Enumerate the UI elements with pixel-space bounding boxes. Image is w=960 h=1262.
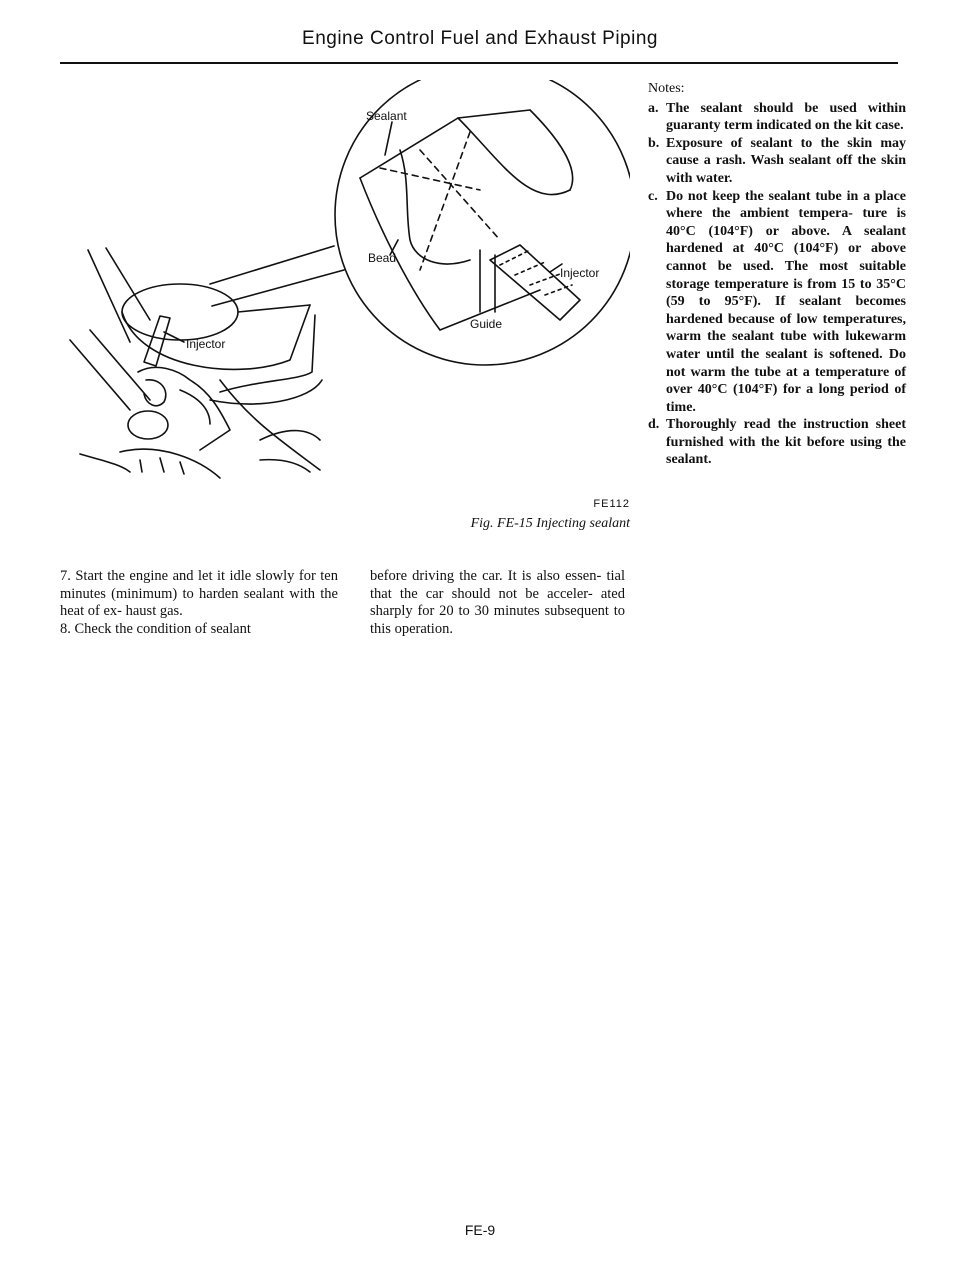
- label-guide: Guide: [470, 317, 503, 331]
- note-marker: a.: [648, 100, 659, 116]
- note-text: Do not keep the sealant tube in a place where the ambient tempera- ture is 40°C (104°F) or above. A sealant hardened at 40°C (104°F) or above cannot be used. The most suitable storage temperature is from 15 to 35°C (59 to 95°F). If sealant becomes hardened because of low temperatures, warm the sealant tube with lukewarm water until the sealant is softened. Do not warm the tube at a temperature of over 40°C (104°F) for a long period of time.: [666, 188, 906, 415]
- main-pipe-lower: [70, 330, 150, 410]
- note-item: [648, 100, 906, 135]
- label-sealant: Sealant: [366, 109, 407, 123]
- main-pipe-opening: [122, 284, 238, 340]
- notes-section: [648, 80, 906, 469]
- note-item: [648, 416, 906, 469]
- note-marker: d.: [648, 417, 660, 433]
- main-injector: [144, 316, 170, 366]
- figure-code: FE112: [593, 498, 630, 510]
- pipe-body: [458, 118, 570, 195]
- note-marker: b.: [648, 135, 660, 151]
- page-number: FE-9: [464, 1222, 496, 1238]
- label-injector-detail: Injector: [560, 266, 600, 280]
- figure-illustration: [60, 80, 630, 520]
- leader-line-bottom: [212, 270, 344, 306]
- note-text: Exposure of sealant to the skin may cause a rash. Wash sealant off the skin with water.: [666, 135, 906, 186]
- notes-title: Notes:: [648, 81, 685, 96]
- note-text: The sealant should be used within guaranty term indicated on the kit case.: [666, 100, 906, 134]
- note-item: [648, 188, 906, 417]
- main-pipe-upper: [88, 248, 150, 342]
- label-injector-main: Injector: [186, 337, 226, 351]
- main-bracket: [220, 315, 315, 392]
- body-column-2: [370, 568, 625, 638]
- note-item: [648, 135, 906, 188]
- page-header-title: Engine Control Fuel and Exhaust Piping: [302, 28, 658, 49]
- injector-nozzle: [490, 245, 580, 320]
- note-text: Thoroughly read the instruction sheet furnished with the kit before using the sealant.: [666, 417, 906, 468]
- pipe-opening: [530, 110, 573, 190]
- figure-injecting-sealant: [60, 80, 630, 520]
- figure-caption: Fig. FE-15 Injecting sealant: [470, 516, 630, 531]
- header-rule: [60, 62, 898, 64]
- note-marker: c.: [648, 188, 658, 204]
- step-8-text: 8. Check the condition of sealant: [60, 620, 251, 637]
- label-bead: Bead: [368, 251, 397, 265]
- step-7-text: 7. Start the engine and let it idle slowly for ten minutes (minimum) to harden sealant with the heat of ex- haust gas.: [60, 568, 338, 619]
- step-8-continued: before driving the car. It is also essen- tial that the car should not be acceler- ated sharply for 20 to 30 minutes subsequent to this operation.: [370, 568, 625, 637]
- body-column-1: [60, 568, 338, 638]
